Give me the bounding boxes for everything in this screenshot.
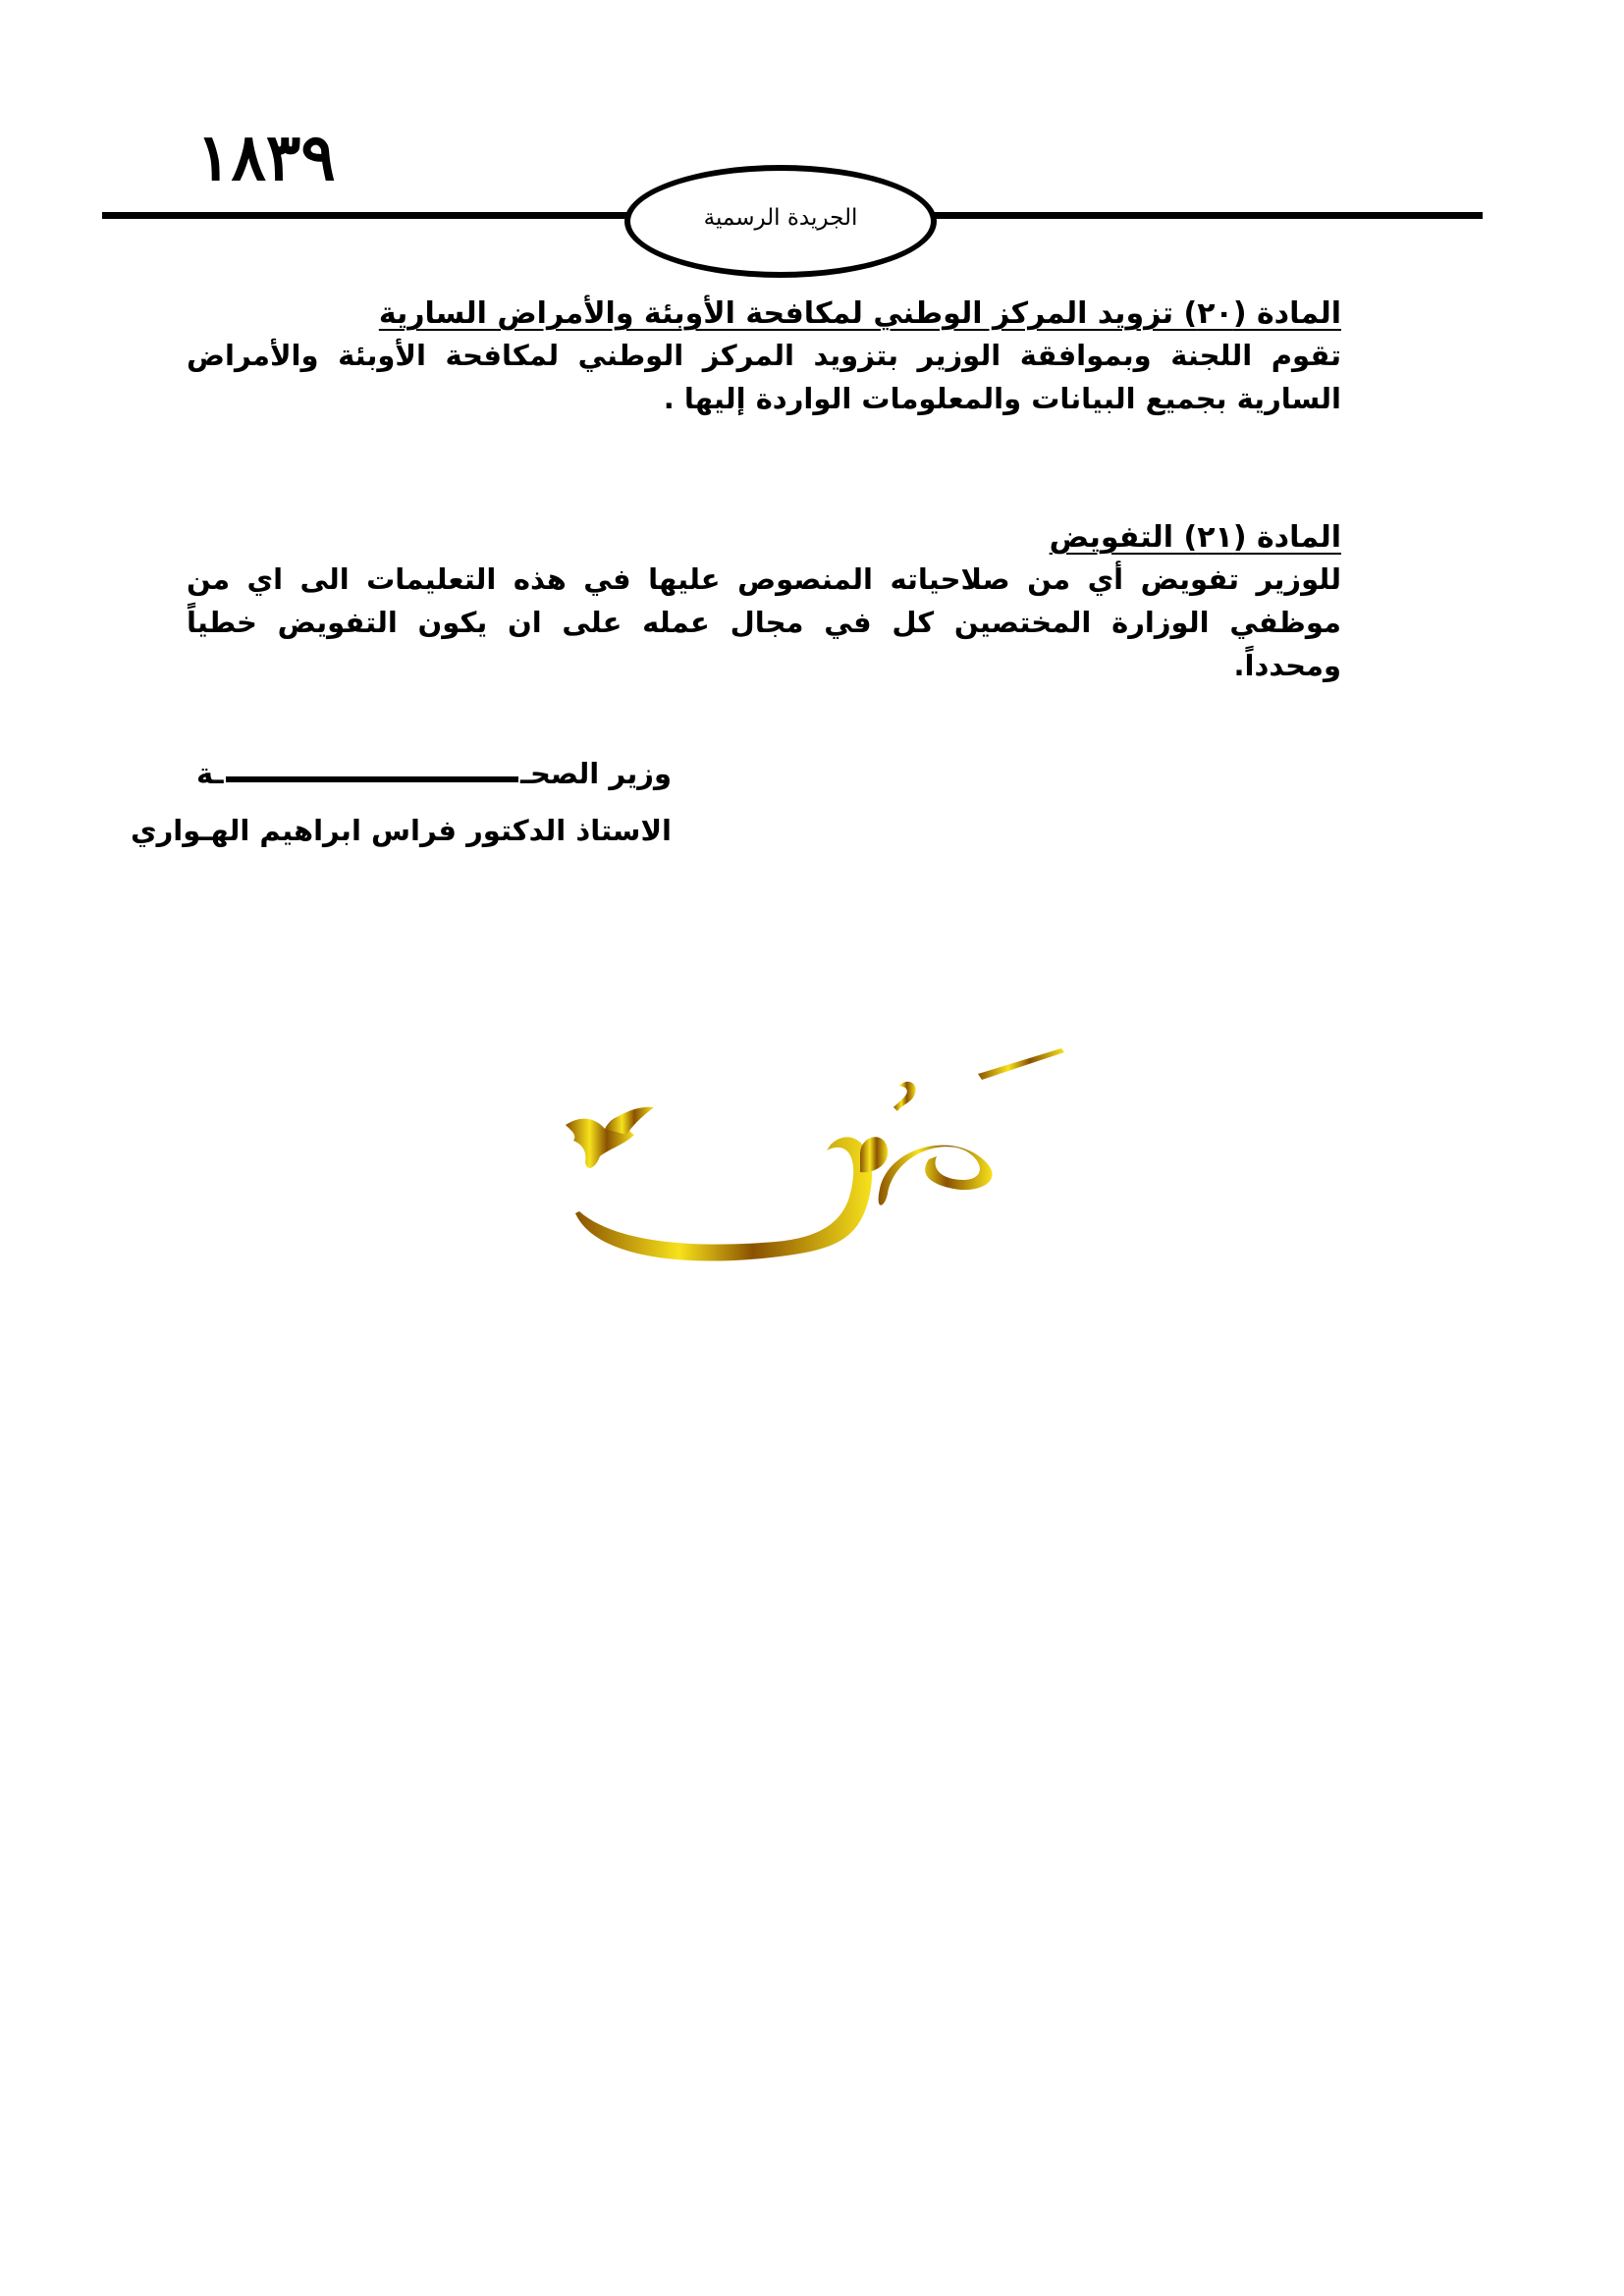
signature-title-end: ـة <box>196 757 224 790</box>
publication-title: الجريدة الرسمية <box>703 204 858 231</box>
signature-title <box>196 754 672 793</box>
article-body: للوزير تفويض أي من صلاحياته المنصوص عليها في هذه التعليمات الى اي من موظفي الوزارة المختصين كل في مجال عمله على ان يكون التفويض خطياً ومحدداً. <box>187 562 1341 682</box>
article-body: تقوم اللجنة وبموافقة الوزير بتزويد المركز الوطني لمكافحة الأوبئة والأمراض السارية بجميع البيانات والمعلومات الواردة إليها . <box>187 339 1341 415</box>
tatweel-stroke <box>226 776 519 782</box>
article-title: المادة (٢١) التفويض <box>1049 520 1341 555</box>
article-title: المادة (٢٠) تزويد المركز الوطني لمكافحة الأوبئة والأمراض السارية <box>378 296 1341 331</box>
publication-oval <box>624 165 937 278</box>
article-21 <box>187 518 1341 687</box>
logo-hamza <box>893 1082 916 1111</box>
logo-waw <box>860 1137 888 1172</box>
logo-swoosh <box>575 1137 872 1260</box>
logo-dama-stroke <box>978 1048 1064 1080</box>
signature-name: الاستاذ الدكتور فراس ابراهيم الهـواري <box>131 814 672 847</box>
page-number: ١٨٣٩ <box>196 119 336 195</box>
signature-title-start: وزير الصحـ <box>520 757 672 790</box>
ammon-logo-icon <box>566 1046 1076 1282</box>
logo-ain <box>879 1146 993 1205</box>
article-20 <box>187 294 1341 420</box>
